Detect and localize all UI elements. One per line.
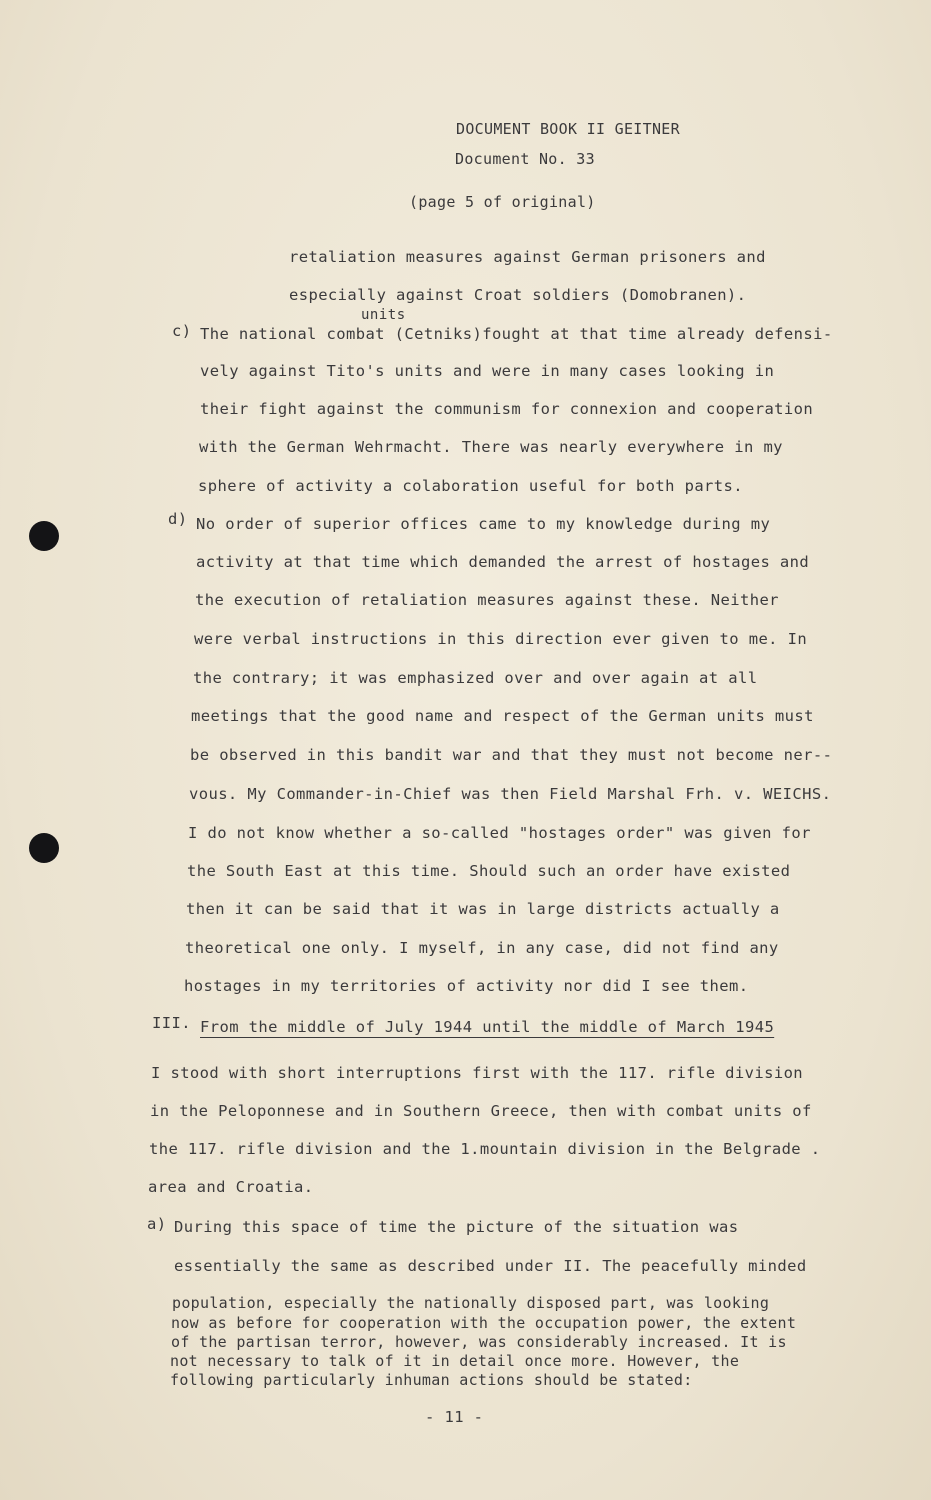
text-line: the execution of retaliation measures against these. Neither <box>195 591 779 609</box>
text-line: not necessary to talk of it in detail once more. However, the <box>170 1352 740 1370</box>
text-line: I stood with short interruptions first with the 117. rifle division <box>151 1064 804 1082</box>
text-line: hostages in my territories of activity nor did I see them. <box>184 977 749 995</box>
text-line: I do not know whether a so-called "hostages order" was given for <box>188 824 811 842</box>
text-line: now as before for cooperation with the occupation power, the extent <box>171 1314 797 1332</box>
text-line: theoretical one only. I myself, in any case, did not find any <box>185 939 779 957</box>
text-line: be observed in this bandit war and that they must not become ner-- <box>190 746 833 764</box>
text-line: then it can be said that it was in large districts actually a <box>186 900 780 918</box>
text-line: essentially the same as described under II. The peacefully minded <box>174 1257 807 1275</box>
item-marker-c: c) <box>172 322 192 340</box>
text-line: the South East at this time. Should such an order have existed <box>187 862 791 880</box>
page-number: - 11 - <box>425 1408 484 1426</box>
text-line: vely against Tito's units and were in many cases looking in <box>200 362 775 380</box>
text-line: The national combat (Cetniks)fought at that time already defensi- <box>200 325 833 343</box>
text-line: following particularly inhuman actions should be stated: <box>170 1371 693 1389</box>
text-line: the contrary; it was emphasized over and over again at all <box>193 669 758 687</box>
text-line: in the Peloponnese and in Southern Greece, then with combat units of <box>150 1102 812 1120</box>
handwritten-insertion: units <box>361 307 406 323</box>
document-number: Document No. 33 <box>455 150 595 168</box>
punch-hole-top <box>29 521 59 551</box>
item-marker-d: d) <box>168 510 188 528</box>
text-line: area and Croatia. <box>148 1178 314 1196</box>
punch-hole-bottom <box>29 833 59 863</box>
item-marker-a: a) <box>147 1215 167 1233</box>
text-line: vous. My Commander-in-Chief was then Field Marshal Frh. v. WEICHS. <box>189 785 832 803</box>
text-line: sphere of activity a colaboration useful for both parts. <box>198 477 743 495</box>
text-line: especially against Croat soldiers (Domobranen). <box>289 286 747 304</box>
text-line: retaliation measures against German prisoners and <box>289 248 766 266</box>
section-heading: From the middle of July 1944 until the middle of March 1945 <box>200 1018 775 1036</box>
text-line: the 117. rifle division and the 1.mountain division in the Belgrade . <box>149 1140 821 1158</box>
text-line: of the partisan terror, however, was considerably increased. It is <box>171 1333 787 1351</box>
text-line: their fight against the communism for connexion and cooperation <box>200 400 814 418</box>
section-number: III. <box>152 1014 191 1032</box>
page-reference: (page 5 of original) <box>409 193 596 211</box>
text-line: No order of superior offices came to my knowledge during my <box>196 515 771 533</box>
document-book-title: DOCUMENT BOOK II GEITNER <box>456 120 680 138</box>
text-line: population, especially the nationally disposed part, was looking <box>172 1294 770 1312</box>
text-line: meetings that the good name and respect of the German units must <box>191 707 814 725</box>
text-line: were verbal instructions in this direction ever given to me. In <box>194 630 808 648</box>
text-line: During this space of time the picture of the situation was <box>174 1218 739 1236</box>
text-line: with the German Wehrmacht. There was nearly everywhere in my <box>199 438 783 456</box>
text-line: activity at that time which demanded the arrest of hostages and <box>196 553 810 571</box>
